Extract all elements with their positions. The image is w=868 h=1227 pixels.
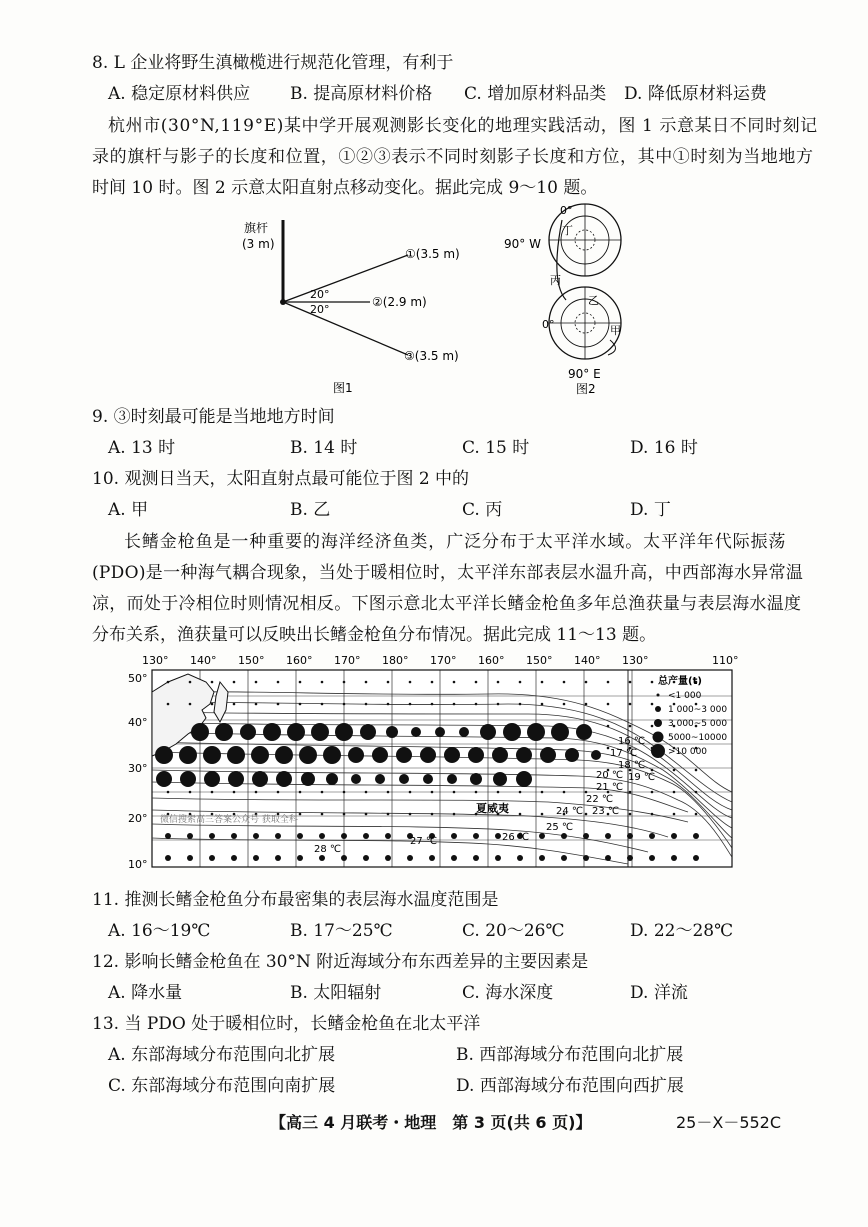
catch-dot-small bbox=[277, 791, 280, 794]
catch-dot-small bbox=[651, 769, 654, 772]
map-lon-tick: 150° bbox=[526, 654, 553, 667]
catch-dot-small bbox=[319, 833, 325, 839]
hawaii-label: 夏威夷 bbox=[476, 802, 509, 815]
catch-dot-small bbox=[651, 725, 654, 728]
tuna-catch-map bbox=[128, 652, 738, 877]
catch-dot-small bbox=[255, 681, 258, 684]
catch-dot bbox=[470, 773, 482, 785]
catch-dot bbox=[411, 727, 421, 737]
catch-dot-small bbox=[341, 833, 347, 839]
catch-dot-small bbox=[475, 703, 478, 706]
catch-dot-small bbox=[429, 855, 435, 861]
catch-dot-small bbox=[387, 681, 390, 684]
catch-dot-small bbox=[321, 813, 324, 816]
catch-dot-small bbox=[541, 813, 544, 816]
catch-dot-small bbox=[563, 681, 566, 684]
catch-dot-small bbox=[343, 791, 346, 794]
catch-dot bbox=[468, 747, 484, 763]
catch-dot-small bbox=[473, 833, 479, 839]
catch-dot-small bbox=[695, 769, 698, 772]
isotherm-20: 20 ℃ bbox=[596, 770, 624, 781]
legend-dot bbox=[657, 694, 660, 697]
q10-option-d[interactable]: D. 丁 bbox=[630, 500, 671, 520]
catch-dot-small bbox=[409, 703, 412, 706]
isotherm-26: 26 ℃ bbox=[502, 832, 530, 843]
catch-dot-small bbox=[585, 791, 588, 794]
q10-option-b[interactable]: B. 乙 bbox=[290, 500, 331, 520]
map-lon-tick: 150° bbox=[238, 654, 265, 667]
map-lon-tick: 130° bbox=[142, 654, 169, 667]
passage2-line4: 分布关系，渔获量可以反映出长鳍金枪鱼分布情况。据此完成 11～13 题。 bbox=[92, 625, 657, 645]
catch-dot-small bbox=[365, 681, 368, 684]
catch-dot-small bbox=[299, 703, 302, 706]
catch-dot-small bbox=[343, 703, 346, 706]
legend-dot bbox=[654, 719, 662, 727]
catch-dot-small bbox=[275, 855, 281, 861]
map-lat-tick: 40° bbox=[128, 716, 148, 729]
catch-dot-small bbox=[583, 855, 589, 861]
catch-dot-small bbox=[563, 703, 566, 706]
q13-stem: 13. 当 PDO 处于暖相位时，长鳍金枪鱼在北太平洋 bbox=[92, 1014, 481, 1034]
catch-dot-small bbox=[673, 813, 676, 816]
q12-option-d[interactable]: D. 洋流 bbox=[630, 983, 688, 1003]
q9-stem: 9. ③时刻最可能是当地地方时间 bbox=[92, 407, 335, 427]
q10-option-a[interactable]: A. 甲 bbox=[108, 500, 149, 520]
q8-option-d[interactable]: D. 降低原材料运费 bbox=[624, 84, 767, 104]
passage1-line1: 杭州市(30°N,119°E)某中学开展观测影长变化的地理实践活动，图 1 示意某日不同时刻记 bbox=[108, 116, 818, 136]
catch-dot-small bbox=[629, 791, 632, 794]
catch-dot-small bbox=[299, 813, 302, 816]
catch-dot bbox=[252, 771, 268, 787]
catch-dot bbox=[326, 773, 338, 785]
map-lon-tick: 130° bbox=[622, 654, 649, 667]
catch-dot-small bbox=[651, 813, 654, 816]
q9-option-b[interactable]: B. 14 时 bbox=[290, 438, 358, 458]
catch-dot-small bbox=[255, 791, 258, 794]
catch-dot bbox=[275, 746, 293, 764]
q13-option-c[interactable]: C. 东部海域分布范围向南扩展 bbox=[108, 1076, 336, 1096]
catch-dot bbox=[492, 747, 508, 763]
catch-dot-small bbox=[651, 703, 654, 706]
catch-dot bbox=[156, 771, 172, 787]
catch-dot bbox=[423, 774, 433, 784]
catch-dot bbox=[399, 774, 409, 784]
q11-option-b[interactable]: B. 17～25℃ bbox=[290, 921, 393, 941]
catch-dot bbox=[360, 724, 376, 740]
catch-dot-small bbox=[165, 855, 171, 861]
catch-dot-small bbox=[343, 681, 346, 684]
catch-dot-small bbox=[431, 813, 434, 816]
catch-dot-small bbox=[209, 855, 215, 861]
catch-dot-small bbox=[541, 681, 544, 684]
catch-dot-small bbox=[453, 813, 456, 816]
catch-dot-small bbox=[473, 855, 479, 861]
catch-dot bbox=[527, 723, 545, 741]
shadow-3-label: ③(3.5 m) bbox=[404, 349, 459, 363]
catch-dot-small bbox=[211, 791, 214, 794]
map-lon-tick: 180° bbox=[382, 654, 409, 667]
catch-dot-small bbox=[649, 855, 655, 861]
catch-dot-small bbox=[453, 791, 456, 794]
catch-dot-small bbox=[541, 791, 544, 794]
catch-dot bbox=[311, 723, 329, 741]
map-lon-tick: 160° bbox=[286, 654, 313, 667]
q8-option-a[interactable]: A. 稳定原材料供应 bbox=[108, 84, 251, 104]
q9-option-d[interactable]: D. 16 时 bbox=[630, 438, 698, 458]
catch-dot-small bbox=[673, 769, 676, 772]
catch-dot-small bbox=[365, 813, 368, 816]
isotherm-25: 25 ℃ bbox=[546, 822, 574, 833]
isotherm-28: 28 ℃ bbox=[314, 844, 342, 855]
catch-dot-small bbox=[607, 703, 610, 706]
catch-dot-small bbox=[475, 791, 478, 794]
legend-item: 3 000~5 000 bbox=[668, 719, 728, 729]
catch-dot bbox=[516, 771, 532, 787]
q11-option-c[interactable]: C. 20～26℃ bbox=[462, 921, 565, 941]
catch-dot-small bbox=[431, 703, 434, 706]
legend-dot bbox=[651, 744, 665, 758]
catch-dot-small bbox=[363, 833, 369, 839]
catch-dot bbox=[203, 746, 221, 764]
catch-dot-small bbox=[495, 855, 501, 861]
isotherm-24: 24 ℃ bbox=[556, 806, 584, 817]
catch-dot-small bbox=[583, 833, 589, 839]
catch-dot-small bbox=[451, 833, 457, 839]
q10-option-c[interactable]: C. 丙 bbox=[462, 500, 503, 520]
catch-dot bbox=[591, 750, 601, 760]
map-lon-tick: 170° bbox=[430, 654, 457, 667]
legend-item: <1 000 bbox=[668, 691, 702, 701]
page-footer-code: 25－X－552C bbox=[676, 1113, 782, 1132]
catch-dot-small bbox=[585, 681, 588, 684]
fig2-0-left: 0° bbox=[542, 318, 555, 331]
catch-dot bbox=[435, 727, 445, 737]
map-lon-tick: 110° bbox=[712, 654, 738, 667]
angle-top-label: 20° bbox=[310, 288, 330, 301]
catch-dot-small bbox=[409, 681, 412, 684]
catch-dot-small bbox=[385, 833, 391, 839]
page-footer-title: 【高三 4 月联考・地理 第 3 页(共 6 页)】 bbox=[270, 1113, 592, 1132]
catch-dot-small bbox=[693, 833, 699, 839]
catch-dot bbox=[251, 746, 269, 764]
catch-dot-small bbox=[517, 855, 523, 861]
catch-dot-small bbox=[275, 833, 281, 839]
passage2-line1: 长鳍金枪鱼是一种重要的海洋经济鱼类，广泛分布于太平洋水域。太平洋年代际振荡 bbox=[124, 532, 787, 552]
fig2-ding: 丁 bbox=[562, 224, 573, 237]
q11-stem: 11. 推测长鳍金枪鱼分布最密集的表层海水温度范围是 bbox=[92, 890, 499, 910]
q9-option-c[interactable]: C. 15 时 bbox=[462, 438, 530, 458]
catch-dot bbox=[276, 771, 292, 787]
catch-dot-small bbox=[629, 703, 632, 706]
catch-dot-small bbox=[385, 855, 391, 861]
fig2-90e: 90° E bbox=[568, 367, 601, 381]
catch-dot-small bbox=[607, 725, 610, 728]
fig2-90w: 90° W bbox=[504, 237, 541, 251]
catch-dot-small bbox=[539, 833, 545, 839]
catch-dot bbox=[215, 723, 233, 741]
catch-dot-small bbox=[627, 855, 633, 861]
catch-dot-small bbox=[695, 813, 698, 816]
figure-2-sun-track bbox=[500, 200, 630, 400]
catch-dot-small bbox=[253, 855, 259, 861]
catch-dot-small bbox=[365, 703, 368, 706]
catch-dot-small bbox=[189, 681, 192, 684]
catch-dot bbox=[348, 747, 364, 763]
catch-dot-small bbox=[167, 791, 170, 794]
passage1-line2: 录的旗杆与影子的长度和位置，①②③表示不同时刻影子长度和方位，其中①时刻为当地地方 bbox=[92, 147, 814, 167]
catch-dot-small bbox=[605, 833, 611, 839]
catch-dot-small bbox=[695, 791, 698, 794]
catch-dot-small bbox=[451, 855, 457, 861]
catch-dot-small bbox=[627, 833, 633, 839]
catch-dot-small bbox=[629, 813, 632, 816]
legend-dot bbox=[655, 706, 661, 712]
catch-dot-small bbox=[209, 833, 215, 839]
catch-dot-small bbox=[231, 855, 237, 861]
catch-dot bbox=[444, 747, 460, 763]
catch-dot-small bbox=[671, 833, 677, 839]
catch-dot-small bbox=[497, 681, 500, 684]
catch-dot-small bbox=[297, 855, 303, 861]
catch-dot bbox=[155, 746, 173, 764]
catch-dot-small bbox=[541, 703, 544, 706]
figure-2-caption: 图2 bbox=[576, 382, 596, 396]
legend-title: 总产量(t) bbox=[658, 676, 702, 687]
catch-dot-small bbox=[563, 791, 566, 794]
catch-dot-small bbox=[343, 813, 346, 816]
map-lon-tick: 140° bbox=[574, 654, 601, 667]
catch-dot-small bbox=[519, 703, 522, 706]
catch-dot-small bbox=[187, 833, 193, 839]
catch-dot bbox=[335, 723, 353, 741]
catch-dot-small bbox=[519, 791, 522, 794]
catch-dot bbox=[228, 771, 244, 787]
catch-dot-small bbox=[519, 813, 522, 816]
angle-bottom-label: 20° bbox=[310, 303, 330, 316]
map-lon-tick: 160° bbox=[478, 654, 505, 667]
catch-dot-small bbox=[387, 791, 390, 794]
catch-dot-small bbox=[299, 681, 302, 684]
catch-dot bbox=[227, 746, 245, 764]
shadow-2-label: ②(2.9 m) bbox=[372, 295, 427, 309]
catch-dot bbox=[301, 772, 315, 786]
catch-dot-small bbox=[497, 791, 500, 794]
catch-dot-small bbox=[651, 791, 654, 794]
catch-dot bbox=[386, 726, 398, 738]
isotherm-19: 19 ℃ bbox=[628, 772, 656, 783]
pole-height: (3 m) bbox=[242, 237, 275, 251]
catch-dot-small bbox=[431, 681, 434, 684]
catch-dot-small bbox=[211, 703, 214, 706]
catch-dot bbox=[576, 724, 592, 740]
catch-dot bbox=[420, 747, 436, 763]
map-lat-tick: 50° bbox=[128, 672, 148, 685]
catch-dot-small bbox=[189, 791, 192, 794]
q12-stem: 12. 影响长鳍金枪鱼在 30°N 附近海域分布东西差异的主要因素是 bbox=[92, 952, 589, 972]
fig2-bing: 丙 bbox=[550, 274, 561, 287]
catch-dot bbox=[565, 748, 579, 762]
catch-dot-small bbox=[319, 855, 325, 861]
catch-dot bbox=[240, 724, 256, 740]
q12-option-c[interactable]: C. 海水深度 bbox=[462, 983, 554, 1003]
catch-dot-small bbox=[607, 747, 610, 750]
catch-dot bbox=[180, 771, 196, 787]
catch-dot-small bbox=[629, 725, 632, 728]
isotherm-27: 27 ℃ bbox=[410, 836, 438, 847]
catch-dot bbox=[459, 727, 469, 737]
pole-label: 旗杆 bbox=[244, 221, 269, 235]
q8-option-c[interactable]: C. 增加原材料品类 bbox=[464, 84, 607, 104]
catch-dot-small bbox=[321, 703, 324, 706]
watermark-text: 微信搜索高三答案公众号 获取全科 bbox=[160, 815, 298, 825]
catch-dot bbox=[372, 747, 388, 763]
catch-dot-small bbox=[453, 681, 456, 684]
fig2-yi: 乙 bbox=[588, 294, 599, 307]
catch-dot-small bbox=[363, 855, 369, 861]
catch-dot-small bbox=[585, 703, 588, 706]
fig2-jia: 甲 bbox=[610, 324, 621, 337]
catch-dot bbox=[323, 746, 341, 764]
catch-dot-small bbox=[629, 681, 632, 684]
catch-dot-small bbox=[211, 681, 214, 684]
legend-item: 1 000~3 000 bbox=[668, 705, 728, 715]
legend-item: 5000~10000 bbox=[668, 733, 728, 743]
q13-option-d[interactable]: D. 西部海域分布范围向西扩展 bbox=[456, 1076, 684, 1096]
catch-dot-small bbox=[255, 703, 258, 706]
catch-dot-small bbox=[585, 813, 588, 816]
catch-dot-small bbox=[495, 833, 501, 839]
q12-option-b[interactable]: B. 太阳辐射 bbox=[290, 983, 382, 1003]
isotherm-17: 17 ℃ bbox=[610, 748, 638, 759]
catch-dot-small bbox=[365, 791, 368, 794]
catch-dot-small bbox=[561, 833, 567, 839]
catch-dot bbox=[503, 723, 521, 741]
figure-1-caption: 图1 bbox=[333, 381, 353, 395]
catch-dot-small bbox=[165, 833, 171, 839]
isotherm-23: 23 ℃ bbox=[592, 806, 620, 817]
catch-dot-small bbox=[605, 855, 611, 861]
catch-dot-small bbox=[673, 791, 676, 794]
passage1-line3: 时间 10 时。图 2 示意太阳直射点移动变化。据此完成 9～10 题。 bbox=[92, 178, 598, 198]
catch-dot-small bbox=[233, 791, 236, 794]
isotherm-18: 18 ℃ bbox=[618, 760, 646, 771]
catch-dot bbox=[204, 771, 220, 787]
map-lon-tick: 140° bbox=[190, 654, 217, 667]
catch-dot bbox=[263, 723, 281, 741]
catch-dot-small bbox=[649, 833, 655, 839]
catch-dot-small bbox=[409, 791, 412, 794]
catch-dot bbox=[540, 747, 556, 763]
catch-dot-small bbox=[341, 855, 347, 861]
catch-dot-small bbox=[651, 681, 654, 684]
catch-dot-small bbox=[387, 813, 390, 816]
q13-option-a[interactable]: A. 东部海域分布范围向北扩展 bbox=[108, 1045, 336, 1065]
catch-dot-small bbox=[297, 833, 303, 839]
catch-dot-small bbox=[299, 791, 302, 794]
q12-option-a[interactable]: A. 降水量 bbox=[108, 983, 183, 1003]
catch-dot-small bbox=[233, 703, 236, 706]
passage2-line3: 凉，而处于冷相位时则情况相反。下图示意北太平洋长鳍金枪鱼多年总渔获量与表层海水温度 bbox=[92, 594, 802, 614]
passage2-line2: (PDO)是一种海气耦合现象，当处于暖相位时，太平洋东部表层水温升高，中西部海水异常温 bbox=[92, 563, 804, 583]
catch-dot bbox=[551, 723, 569, 741]
catch-dot bbox=[351, 774, 361, 784]
catch-dot-small bbox=[539, 855, 545, 861]
catch-dot-small bbox=[475, 681, 478, 684]
catch-dot bbox=[396, 747, 412, 763]
map-lat-tick: 30° bbox=[128, 762, 148, 775]
catch-dot-small bbox=[253, 833, 259, 839]
catch-dot-small bbox=[233, 681, 236, 684]
catch-dot-small bbox=[189, 703, 192, 706]
catch-dot-small bbox=[519, 681, 522, 684]
map-lon-tick: 170° bbox=[334, 654, 361, 667]
catch-dot-small bbox=[187, 855, 193, 861]
map-lat-tick: 10° bbox=[128, 858, 148, 871]
legend-item: >10 000 bbox=[668, 747, 708, 757]
catch-dot-small bbox=[277, 703, 280, 706]
q8-stem: 8. L 企业将野生滇橄榄进行规范化管理，有利于 bbox=[92, 53, 454, 73]
catch-dot-small bbox=[497, 703, 500, 706]
catch-dot-small bbox=[321, 791, 324, 794]
q11-option-d[interactable]: D. 22～28℃ bbox=[630, 921, 734, 941]
catch-dot bbox=[299, 746, 317, 764]
catch-dot-small bbox=[167, 703, 170, 706]
catch-dot-small bbox=[431, 791, 434, 794]
catch-dot-small bbox=[693, 855, 699, 861]
catch-dot bbox=[480, 724, 496, 740]
q13-option-b[interactable]: B. 西部海域分布范围向北扩展 bbox=[456, 1045, 684, 1065]
q9-option-a[interactable]: A. 13 时 bbox=[108, 438, 176, 458]
catch-dot-small bbox=[561, 855, 567, 861]
catch-dot bbox=[375, 774, 385, 784]
q10-stem: 10. 观测日当天，太阳直射点最可能位于图 2 中的 bbox=[92, 469, 470, 489]
catch-dot bbox=[191, 723, 209, 741]
catch-dot bbox=[493, 772, 507, 786]
catch-dot-small bbox=[231, 833, 237, 839]
catch-dot-small bbox=[321, 681, 324, 684]
catch-dot bbox=[516, 747, 532, 763]
catch-dot-small bbox=[409, 813, 412, 816]
q11-option-a[interactable]: A. 16～19℃ bbox=[108, 921, 211, 941]
catch-dot-small bbox=[407, 855, 413, 861]
catch-dot-small bbox=[607, 681, 610, 684]
isotherm-16: 16 ℃ bbox=[618, 736, 646, 747]
map-lat-tick: 20° bbox=[128, 812, 148, 825]
shadow-1-label: ①(3.5 m) bbox=[405, 247, 460, 261]
catch-dot bbox=[447, 774, 457, 784]
catch-dot-small bbox=[167, 681, 170, 684]
catch-dot bbox=[287, 723, 305, 741]
catch-dot bbox=[179, 746, 197, 764]
legend-dot bbox=[653, 732, 664, 743]
fig2-0-top: 0° bbox=[560, 204, 573, 217]
catch-dot-small bbox=[671, 855, 677, 861]
catch-dot-small bbox=[277, 681, 280, 684]
q8-option-b[interactable]: B. 提高原材料价格 bbox=[290, 84, 433, 104]
catch-dot-small bbox=[453, 703, 456, 706]
isotherm-21: 21 ℃ bbox=[596, 782, 624, 793]
isotherm-22: 22 ℃ bbox=[586, 794, 614, 805]
figure-1-flagpole-shadows bbox=[230, 210, 480, 400]
catch-dot-small bbox=[387, 703, 390, 706]
